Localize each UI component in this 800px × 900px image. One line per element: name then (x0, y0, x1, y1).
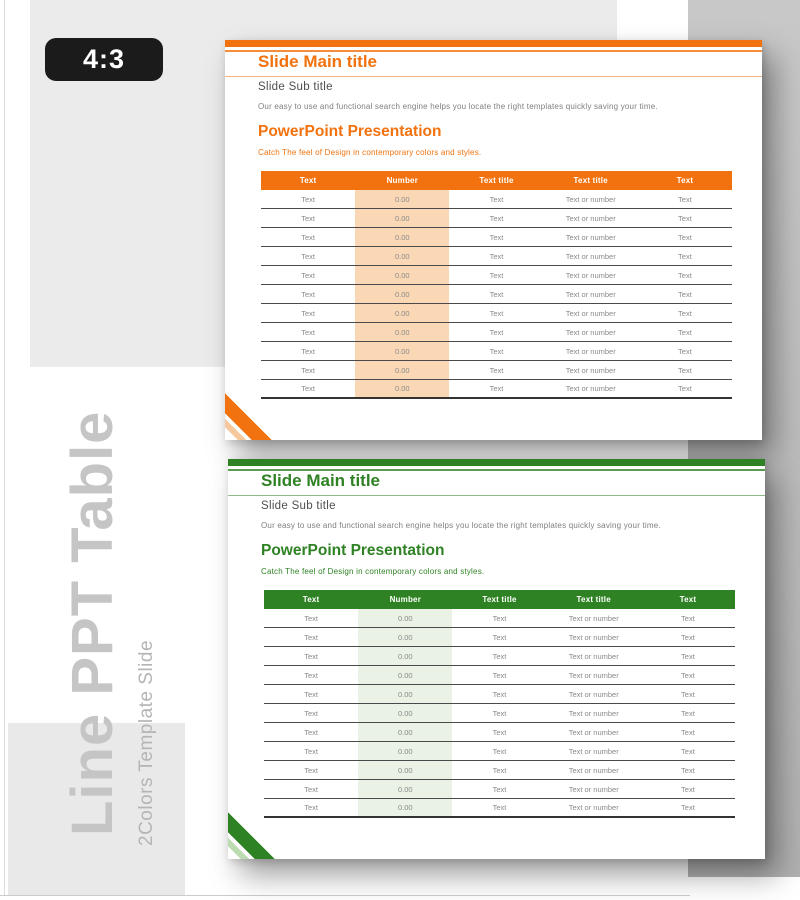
table-cell: Text (681, 708, 695, 718)
table-cell: 0.00 (355, 190, 449, 208)
table-cell: Text (492, 708, 507, 718)
table-cell: Text (304, 803, 318, 812)
table-cell: Text (492, 746, 507, 756)
table-row (264, 666, 735, 685)
page-bottom-edge-line (0, 895, 690, 896)
table-cell: Text (681, 689, 695, 699)
table-row (264, 685, 735, 704)
table-cell: 0.00 (355, 304, 449, 322)
data-table (261, 171, 732, 399)
table-cell: 0.00 (358, 628, 452, 646)
side-title-vertical: Line PPT Table (60, 410, 125, 836)
table-cell: Text (304, 613, 318, 623)
table-cell: Text (301, 308, 315, 318)
table-cell: Text or number (565, 289, 616, 299)
table-cell: Text (492, 727, 507, 737)
table-cell: Text (489, 365, 504, 375)
table-cell: Text (492, 613, 507, 623)
table-cell: 0.00 (355, 380, 449, 397)
table-header-row (261, 171, 732, 190)
table-cell: Text or number (565, 251, 616, 261)
table-cell: Text (304, 765, 318, 775)
table-cell: 0.00 (358, 666, 452, 684)
title-divider-line (228, 495, 765, 496)
table-cell: 0.00 (358, 704, 452, 722)
table-cell: Text (489, 194, 504, 204)
table-row (264, 609, 735, 628)
table-cell: 0.00 (358, 685, 452, 703)
table-cell: Text (492, 803, 507, 812)
table-cell: 0.00 (358, 761, 452, 779)
table-cell: Text (301, 346, 315, 356)
table-row (261, 285, 732, 304)
table-body (261, 190, 732, 399)
table-cell: Text or number (568, 765, 619, 775)
table-cell: Text (301, 384, 315, 393)
table-row (261, 323, 732, 342)
table-cell: Text (492, 651, 507, 661)
table-cell: 0.00 (358, 742, 452, 760)
table-row (264, 742, 735, 761)
table-row (261, 190, 732, 209)
table-cell: Text (301, 251, 315, 261)
table-cell: Text or number (565, 194, 616, 204)
table-cell: Text (489, 308, 504, 318)
slide-top-bar (228, 459, 765, 466)
table-row (261, 361, 732, 380)
table-cell: Text (301, 289, 315, 299)
table-cell: Text or number (565, 327, 616, 337)
table-cell: Text (304, 670, 318, 680)
table-cell: Text or number (568, 727, 619, 737)
table-cell: 0.00 (355, 266, 449, 284)
slide-card-green (228, 459, 765, 859)
table-cell: Text (678, 289, 692, 299)
table-row (261, 342, 732, 361)
table-row (264, 704, 735, 723)
table-cell: Text (681, 670, 695, 680)
table-cell: 0.00 (355, 247, 449, 265)
table-cell: Text or number (565, 365, 616, 375)
table-cell: Text (678, 327, 692, 337)
table-cell: Text (492, 689, 507, 699)
table-cell: Text or number (568, 613, 619, 623)
table-row (261, 209, 732, 228)
table-cell: Text (489, 327, 504, 337)
table-cell: Text (678, 194, 692, 204)
table-header-cell: Text (299, 176, 317, 185)
table-cell: Text (489, 270, 504, 280)
table-cell: Text (304, 632, 318, 642)
table-header-cell: Text (302, 595, 320, 604)
table-row (261, 380, 732, 399)
table-header-cell: Text title (479, 176, 514, 185)
table-row (264, 780, 735, 799)
table-cell: 0.00 (358, 647, 452, 665)
table-cell: 0.00 (355, 285, 449, 303)
table-cell: Text (678, 365, 692, 375)
table-cell: 0.00 (358, 780, 452, 798)
table-cell: 0.00 (355, 228, 449, 246)
table-cell: Text or number (565, 308, 616, 318)
table-cell: Text (678, 384, 692, 393)
table-cell: Text (681, 765, 695, 775)
table-cell: Text (304, 651, 318, 661)
aspect-ratio-badge: 4:3 (45, 38, 163, 81)
table-header-cell: Text title (576, 595, 611, 604)
table-cell: Text (678, 270, 692, 280)
table-cell: Text (678, 308, 692, 318)
slide-main-title: Slide Main title (258, 52, 378, 71)
table-cell: Text (489, 213, 504, 223)
slide-sub-title: Slide Sub title (258, 81, 333, 93)
table-row (264, 799, 735, 818)
table-cell: Text (301, 270, 315, 280)
table-cell: Text (304, 708, 318, 718)
table-cell: 0.00 (355, 209, 449, 227)
table-cell: Text or number (565, 270, 616, 280)
table-header-cell: Text (676, 176, 694, 185)
table-row (264, 723, 735, 742)
table-cell: Text or number (565, 346, 616, 356)
title-divider-line (225, 76, 762, 77)
table-row (261, 304, 732, 323)
slide-body-text: Our easy to use and functional search engine helps you locate the right templates quickly saving your time. (261, 521, 661, 530)
table-cell: Text or number (568, 784, 619, 794)
table-cell: Text or number (568, 708, 619, 718)
table-cell: Text (489, 384, 504, 393)
table-cell: 0.00 (358, 723, 452, 741)
table-cell: Text (681, 613, 695, 623)
table-cell: Text or number (565, 232, 616, 242)
slide-main-title: Slide Main title (261, 471, 381, 490)
page-left-edge-line (4, 0, 5, 896)
table-cell: Text (301, 327, 315, 337)
table-cell: Text or number (568, 803, 619, 812)
table-cell: Text (681, 727, 695, 737)
slide-top-bar (225, 40, 762, 47)
table-cell: Text (489, 232, 504, 242)
table-cell: Text (301, 232, 315, 242)
slide-sub-title: Slide Sub title (261, 500, 336, 512)
table-header-row (264, 590, 735, 609)
table-cell: Text or number (568, 670, 619, 680)
data-table (264, 590, 735, 818)
table-cell: Text (492, 765, 507, 775)
table-cell: Text or number (565, 213, 616, 223)
table-row (264, 647, 735, 666)
slide-section-caption: Catch The feel of Design in contemporary colors and styles. (261, 567, 485, 576)
table-row (261, 228, 732, 247)
slide-section-title: PowerPoint Presentation (261, 542, 445, 559)
corner-stripes-decoration (228, 809, 286, 859)
table-row (264, 761, 735, 780)
table-cell: Text or number (568, 746, 619, 756)
table-row (264, 628, 735, 647)
table-cell: Text (678, 346, 692, 356)
corner-stripes-decoration (225, 390, 283, 440)
table-cell: Text (489, 251, 504, 261)
slide-body-text: Our easy to use and functional search engine helps you locate the right templates quickly saving your time. (258, 102, 658, 111)
table-cell: Text (681, 651, 695, 661)
table-cell: 0.00 (358, 609, 452, 627)
table-cell: Text or number (568, 651, 619, 661)
table-cell: Text (304, 727, 318, 737)
table-cell: 0.00 (358, 799, 452, 816)
table-cell: Text (681, 784, 695, 794)
table-cell: Text (489, 289, 504, 299)
table-cell: 0.00 (355, 323, 449, 341)
table-cell: Text (304, 784, 318, 794)
table-header-cell: Number (386, 176, 419, 185)
table-cell: Text (678, 251, 692, 261)
table-cell: Text (489, 346, 504, 356)
table-cell: Text (304, 746, 318, 756)
table-cell: Text (492, 670, 507, 680)
table-header-cell: Text (679, 595, 697, 604)
table-cell: Text (681, 632, 695, 642)
table-cell: Text (301, 194, 315, 204)
slide-card-orange (225, 40, 762, 440)
table-cell: 0.00 (355, 342, 449, 360)
table-cell: Text (304, 689, 318, 699)
table-cell: Text (301, 213, 315, 223)
table-cell: Text or number (568, 632, 619, 642)
slide-section-caption: Catch The feel of Design in contemporary colors and styles. (258, 148, 482, 157)
table-cell: 0.00 (355, 361, 449, 379)
table-cell: Text (678, 213, 692, 223)
slide-section-title: PowerPoint Presentation (258, 123, 442, 140)
side-subtitle-vertical: 2Colors Template Slide (136, 639, 157, 846)
table-cell: Text or number (565, 384, 616, 393)
table-cell: Text (492, 784, 507, 794)
table-row (261, 266, 732, 285)
table-row (261, 247, 732, 266)
table-header-cell: Text title (573, 176, 608, 185)
table-cell: Text (681, 746, 695, 756)
table-cell: Text (681, 803, 695, 812)
table-cell: Text (492, 632, 507, 642)
table-cell: Text (678, 232, 692, 242)
table-cell: Text (301, 365, 315, 375)
table-body (264, 609, 735, 818)
table-cell: Text or number (568, 689, 619, 699)
table-header-cell: Number (389, 595, 422, 604)
table-header-cell: Text title (482, 595, 517, 604)
